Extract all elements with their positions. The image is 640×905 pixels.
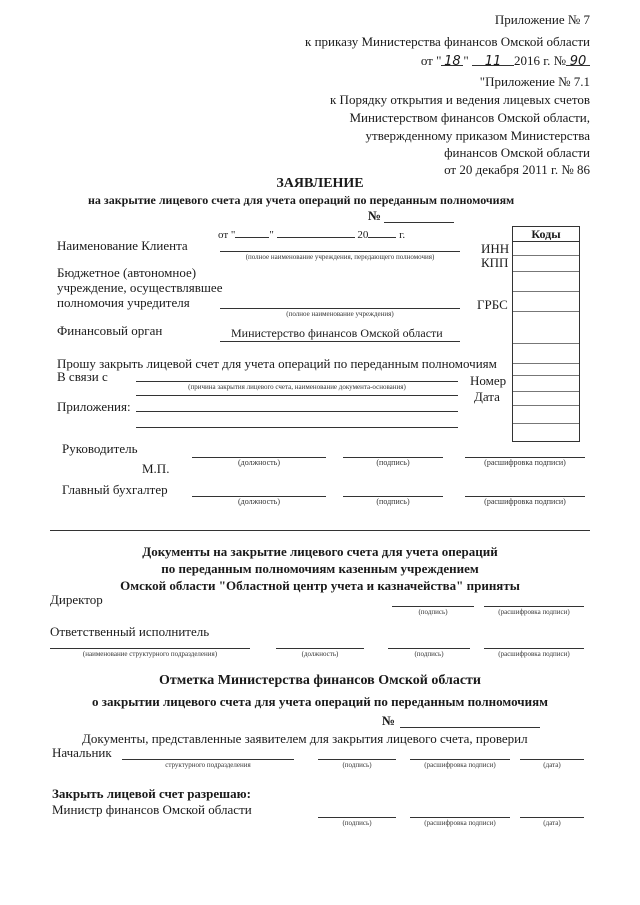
section-divider xyxy=(50,530,590,531)
attachments-line-2 xyxy=(136,411,458,412)
codes-header: Коды xyxy=(513,227,579,242)
mp-label: М.П. xyxy=(142,461,170,476)
request-text: Прошу закрыть лицевой счет для учета операций по переданным полномочиям xyxy=(57,356,497,371)
minister-date-caption: (дата) xyxy=(543,819,561,827)
executor-label: Ответственный исполнитель xyxy=(50,624,210,639)
head-decode-caption: (расшифровка подписи) xyxy=(484,458,566,467)
attachments-line-1 xyxy=(136,395,458,396)
chief-department-caption: структурного подразделения xyxy=(165,761,251,769)
executor-department-caption: (наименование структурного подразделения) xyxy=(82,650,218,658)
director-signature-caption: (подпись) xyxy=(418,608,448,616)
data-label: Дата xyxy=(474,389,500,404)
head-label: Руководитель xyxy=(62,441,138,456)
application-date: от " " 20 г. xyxy=(218,225,405,243)
executor-position-caption: (должность) xyxy=(301,650,339,658)
mark-title-2: о закрытии лицевого счета для учета операций по переданным полномочиям xyxy=(92,694,548,709)
accountant-signature-caption: (подпись) xyxy=(376,497,410,506)
accepted-title-3: Омской области "Областной центр учета и казначейства" приняты xyxy=(120,578,520,593)
appendix-line-5: к Порядку открытия и ведения лицевых счетов xyxy=(329,92,590,107)
appendix-line-4: "Приложение № 7.1 xyxy=(479,74,590,89)
minister-decode-caption: (расшифровка подписи) xyxy=(424,819,496,827)
kpp-label: КПП xyxy=(481,255,509,270)
appendix-line-7: утвержденному приказом Министерства xyxy=(365,128,590,143)
chief-signature-caption: (подпись) xyxy=(342,761,372,769)
appendix-line-6: Министерством финансов Омской области, xyxy=(349,110,590,125)
application-title: ЗАЯВЛЕНИЕ xyxy=(276,176,364,191)
accountant-decode-caption: (расшифровка подписи) xyxy=(484,497,566,506)
finorg-label: Финансовый орган xyxy=(57,323,163,338)
checked-text: Документы, представленные заявителем для закрытия лицевого счета, проверил xyxy=(82,731,528,746)
budget-caption: (полное наименование учреждения) xyxy=(286,310,394,318)
mark-number-line xyxy=(400,727,540,728)
codes-box xyxy=(512,226,580,442)
accountant-label: Главный бухгалтер xyxy=(62,482,168,497)
reason-caption: (причина закрытия лицевого счета, наименование документа-основания) xyxy=(188,383,406,391)
executor-decode-caption: (расшифровка подписи) xyxy=(498,650,570,658)
budget-label-3: полномочия учредителя xyxy=(57,295,190,310)
budget-label-2: учреждение, осуществлявшее xyxy=(57,280,223,295)
reason-label: В связи с xyxy=(57,369,108,384)
budget-label-1: Бюджетное (автономное) xyxy=(57,265,197,280)
head-position-caption: (должность) xyxy=(238,458,280,467)
appendix-line-1: Приложение № 7 xyxy=(494,12,590,27)
client-label: Наименование Клиента xyxy=(57,238,188,253)
minister-signature-caption: (подпись) xyxy=(342,819,372,827)
head-signature-caption: (подпись) xyxy=(376,458,410,467)
chief-label: Начальник xyxy=(52,745,112,760)
appendix-line-2: к приказу Министерства финансов Омской области xyxy=(305,34,590,49)
grbs-label: ГРБС xyxy=(477,297,508,312)
appendix-line-9: от 20 декабря 2011 г. № 86 xyxy=(444,162,590,177)
appendix-line-8: финансов Омской области xyxy=(444,145,590,160)
appendix-order-date: от " 18 " 11 2016 г. № 90 xyxy=(421,53,590,68)
handwritten-day: 18 xyxy=(444,54,461,69)
attachments-line-3 xyxy=(136,427,458,428)
accountant-position-caption: (должность) xyxy=(238,497,280,506)
finorg-line xyxy=(220,341,460,342)
chief-date-caption: (дата) xyxy=(543,761,561,769)
accepted-title-2: по переданным полномочиям казенным учреждением xyxy=(161,561,479,576)
mark-number-label: № xyxy=(382,713,396,728)
mark-title-1: Отметка Министерства финансов Омской области xyxy=(159,673,481,688)
attachments-label: Приложения: xyxy=(57,399,131,414)
client-caption: (полное наименование учреждения, передающего полномочия) xyxy=(245,253,435,261)
application-subtitle: на закрытие лицевого счета для учета операций по переданным полномочиям xyxy=(88,193,515,207)
application-number-label: № xyxy=(368,208,382,223)
budget-line xyxy=(220,308,460,309)
finorg-value: Министерство финансов Омской области xyxy=(231,326,443,340)
application-number-line xyxy=(384,222,454,223)
chief-decode-caption: (расшифровка подписи) xyxy=(424,761,496,769)
handwritten-number: 90 xyxy=(569,54,587,69)
nomer-label: Номер xyxy=(470,373,507,388)
accepted-title-1: Документы на закрытие лицевого счета для учета операций xyxy=(142,544,498,559)
minister-label: Министр финансов Омской области xyxy=(52,802,252,817)
handwritten-month: 11 xyxy=(484,54,502,69)
inn-label: ИНН xyxy=(481,241,510,256)
reason-line xyxy=(136,381,458,382)
client-line xyxy=(220,251,460,252)
executor-signature-caption: (подпись) xyxy=(414,650,444,658)
permit-label: Закрыть лицевой счет разрешаю: xyxy=(52,786,251,801)
director-label: Директор xyxy=(50,592,103,607)
director-decode-caption: (расшифровка подписи) xyxy=(498,608,570,616)
